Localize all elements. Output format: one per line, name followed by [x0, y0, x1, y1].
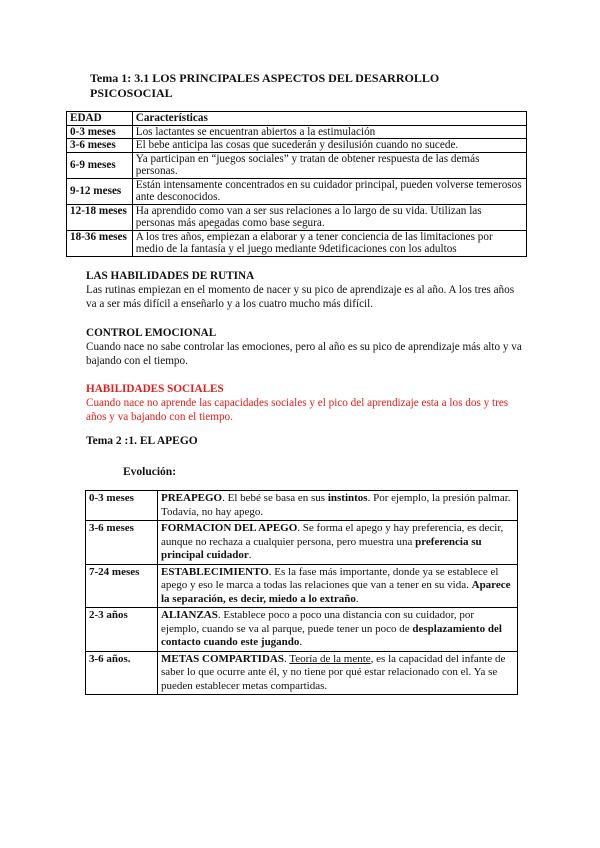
section-body: Cuando nace no sabe controlar las emociones, pero al año es su pico de aprendizaje más alto y va bajando con el tiempo.: [86, 341, 522, 367]
section-control-emocional: [86, 326, 526, 368]
row-text: Los lactantes se encuentran abiertos a la estimulación: [132, 125, 526, 139]
table-row: [86, 521, 518, 565]
section-heading: HABILIDADES SOCIALES: [86, 383, 224, 395]
row-text: Ya participan en “juegos sociales” y tratan de obtener respuesta de las demás personas.: [132, 152, 526, 178]
row-text: A los tres años, empiezan a elaborar y a tener conciencia de las limitaciones por medio de la fantasía y el juego mediante 9detificaciones con los adultos: [132, 230, 526, 256]
row-age: 3-6 meses: [86, 521, 158, 565]
row-text: FORMACION DEL APEGO. Se forma el apego y hay preferencia, es decir, aunque no rechaza a cualquier persona, pero muestra una preferencia su principal cuidador.: [158, 521, 518, 565]
row-age: 3-6 meses: [67, 139, 133, 153]
table-row: [86, 564, 518, 608]
row-age: 0-3 meses: [67, 125, 133, 139]
row-age: 3-6 años.: [86, 651, 158, 695]
evolucion-heading: Evolución:: [123, 466, 177, 478]
row-text: METAS COMPARTIDAS. Teoría de la mente, es la capacidad del infante de saber lo que ocurre ante él, y no tiene por qué estar relacionado con el. Ya se pueden establecer metas compartidas.: [158, 651, 518, 695]
table-row: [86, 651, 518, 695]
table-row: [67, 139, 527, 153]
section-rutina: [86, 269, 526, 311]
table-row: [67, 125, 527, 139]
table-row: [86, 608, 518, 652]
table-row: [67, 152, 527, 178]
tema2-heading: Tema 2 :1. EL APEGO: [86, 435, 198, 447]
stage-heading: FORMACION DEL APEGO: [161, 522, 298, 534]
row-text: Están intensamente concentrados en su cuidador principal, pueden volverse temerosos ante desconocidos.: [132, 178, 526, 204]
row-age: 9-12 meses: [67, 178, 133, 204]
section-heading: CONTROL EMOCIONAL: [86, 327, 217, 339]
row-text: PREAPEGO. El bebé se basa en sus instintos. Por ejemplo, la presión palmar. Todavía, no hay apego.: [158, 491, 518, 521]
table-row: [67, 230, 527, 256]
row-age: 12-18 meses: [67, 204, 133, 230]
attachment-table: [85, 490, 518, 695]
row-age: 0-3 meses: [86, 491, 158, 521]
header-edad: EDAD: [67, 112, 133, 126]
table-header-row: [67, 112, 527, 126]
header-caracteristicas: Características: [132, 112, 526, 126]
table-row: [67, 204, 527, 230]
stage-heading: ALIANZAS: [161, 609, 218, 621]
row-text: ALIANZAS. Establece poco a poco una distancia con su cuidador, por ejemplo, cuando se va al parque, puede tener un poco de desplazamiento del contacto cuando este jugando.: [158, 608, 518, 652]
row-age: 6-9 meses: [67, 152, 133, 178]
table-row: [86, 491, 518, 521]
stage-heading: ESTABLECIMIENTO: [161, 565, 269, 578]
row-text: El bebe anticipa las cosas que sucederán y desilusión cuando no sucede.: [132, 139, 526, 153]
stage-heading: PREAPEGO: [161, 492, 223, 504]
stage-heading: METAS COMPARTIDAS: [161, 652, 284, 665]
row-age: 18-36 meses: [67, 230, 133, 256]
page-title: Tema 1: 3.1 LOS PRINCIPALES ASPECTOS DEL DESARROLLO PSICOSOCIAL: [90, 71, 440, 100]
section-heading: LAS HABILIDADES DE RUTINA: [86, 270, 255, 282]
row-text: Ha aprendido como van a ser sus relaciones a lo largo de su vida. Utilizan las personas más apegadas como base segura.: [132, 204, 526, 230]
table-row: [67, 178, 527, 204]
row-text: ESTABLECIMIENTO. Es la fase más importante, donde ya se establece el apego y eso le marca a todas las relaciones que van a tener en su vida. Aparece la separación, es decir, miedo a lo extraño.: [158, 564, 518, 608]
row-age: 2-3 años: [86, 608, 158, 652]
development-table: [66, 111, 527, 257]
row-age: 7-24 meses: [86, 564, 158, 608]
section-body: Las rutinas empiezan en el momento de nacer y su pico de aprendizaje es al año. A los tres años va a ser más difícil a enseñarlo y a los cuatro mucho más difícil.: [86, 284, 515, 310]
section-habilidades-sociales: [86, 382, 526, 424]
section-body: Cuando nace no aprende las capacidades sociales y el pico del aprendizaje esta a los dos y tres años y va bajando con el tiempo.: [86, 397, 509, 423]
